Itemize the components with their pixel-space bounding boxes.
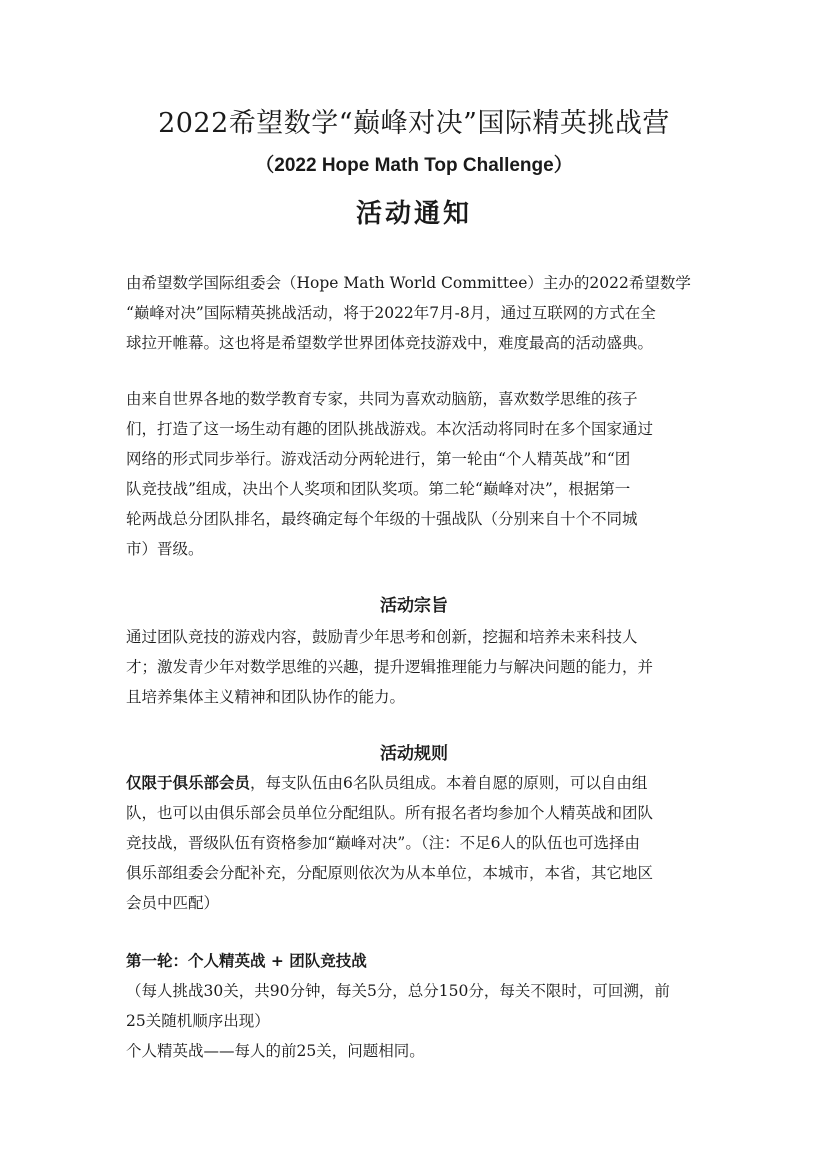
description-line: 队竞技战”组成，决出个人奖项和团队奖项。第二轮“巅峰对决”，根据第一 (126, 480, 631, 498)
rules-line: 队，也可以由俱乐部会员单位分配组队。所有报名者均参加个人精英战和团队 (126, 804, 654, 822)
members-only-text: 仅限于俱乐部会员 (126, 774, 251, 792)
rules-line (126, 768, 708, 798)
rules-line-rest: ，每支队伍由6名队员组成。本着自愿的原则，可以自由组 (250, 774, 648, 792)
description-line: 们，打造了这一场生动有趣的团队挑战游戏。本次活动将同时在多个国家通过 (126, 420, 654, 438)
intro-line: 由希望数学国际组委会（Hope Math World Committee）主办的2022希望数学 (126, 274, 691, 292)
document-subtitle: （2022 Hope Math Top Challenge） (255, 155, 573, 176)
round1-line: 个人精英战——每人的前25关，问题相同。 (126, 1042, 425, 1060)
rules-line: 会员中匹配） (126, 894, 220, 912)
rules-line: 竞技战，晋级队伍有资格参加“巅峰对决”。（注：不足6人的队伍也可选择由 (126, 834, 640, 852)
description-paragraph (126, 384, 708, 564)
round1-heading: 第一轮：个人精英战 + 团队竞技战 (126, 952, 367, 970)
rules-line: 俱乐部组委会分配补充，分配原则依次为从本单位，本城市，本省，其它地区 (126, 864, 654, 882)
description-line: 由来自世界各地的数学教育专家，共同为喜欢动脑筋，喜欢数学思维的孩子 (126, 390, 638, 408)
purpose-line: 通过团队竞技的游戏内容，鼓励青少年思考和创新，挖掘和培养未来科技人 (126, 628, 638, 646)
description-line: 网络的形式同步举行。游戏活动分两轮进行，第一轮由“个人精英战”和“团 (126, 450, 631, 468)
notice-heading: 活动通知 (355, 199, 472, 229)
purpose-line: 且培养集体主义精神和团队协作的能力。 (126, 688, 406, 706)
intro-line: “巅峰对决”国际精英挑战活动，将于2022年7月-8月，通过互联网的方式在全 (126, 304, 656, 322)
round1-line: （每人挑战30关，共90分钟，每关5分，总分150分，每关不限时，可回溯，前 (126, 982, 670, 1000)
description-line: 轮两战总分团队排名，最终确定每个年级的十强战队（分别来自十个不同城 (126, 510, 638, 528)
intro-line: 球拉开帷幕。这也将是希望数学世界团体竞技游戏中，难度最高的活动盛典。 (126, 334, 654, 352)
intro-paragraph (126, 268, 708, 358)
round1-paragraph (126, 946, 708, 1066)
purpose-heading: 活动宗旨 (380, 596, 448, 616)
rules-heading: 活动规则 (380, 744, 448, 764)
purpose-paragraph (126, 622, 708, 712)
rules-paragraph (126, 768, 708, 918)
description-line: 市）晋级。 (126, 540, 204, 558)
purpose-line: 才；激发青少年对数学思维的兴趣，提升逻辑推理能力与解决问题的能力，并 (126, 658, 654, 676)
round1-line: 25关随机顺序出现） (126, 1012, 270, 1030)
document-title: 2022希望数学“巅峰对决”国际精英挑战营 (158, 108, 670, 139)
